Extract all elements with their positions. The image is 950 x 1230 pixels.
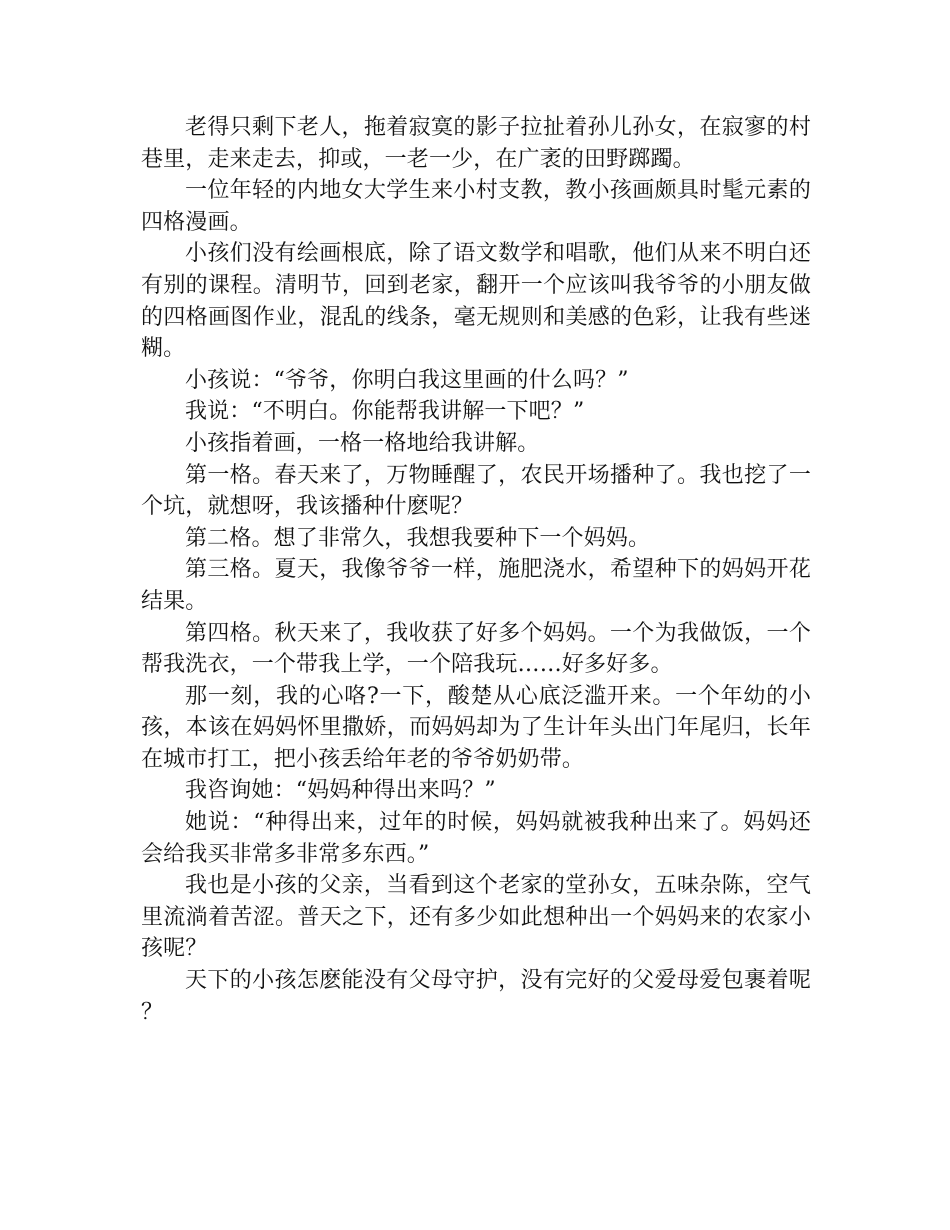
paragraph: 我说：“不明白。你能帮我讲解一下吧？” (185, 399, 585, 425)
paragraph: 一位年轻的内地女大学生来小村支教，教小孩画颇具时髦元素的四格漫画。 (141, 178, 811, 235)
paragraph: 第四格。秋天来了，我收获了好多个妈妈。一个为我做饭，一个帮我洗衣，一个带我上学，一个陪我玩……好多好多。 (141, 620, 811, 678)
paragraph: 天下的小孩怎麽能没有父母守护，没有完好的父爱母爱包裹着呢？ (141, 968, 811, 1025)
paragraph: 第二格。想了非常久，我想我要种下一个妈妈。 (185, 525, 651, 551)
paragraph: 那一刻，我的心咯?一下，酸楚从心底泛滥开来。一个年幼的小孩，本该在妈妈怀里撒娇，而妈妈却为了生计年头出门年尾归，长年在城市打工，把小孩丢给年老的爷爷奶奶带。 (141, 683, 811, 772)
paragraph: 我也是小孩的父亲，当看到这个老家的堂孙女，五味杂陈，空气里流淌着苦涩。普天之下，还有多少如此想种出一个妈妈来的农家小孩呢？ (141, 873, 811, 962)
paragraph: 她说：“种得出来，过年的时候，妈妈就被我种出来了。妈妈还会给我买非常多非常多东西。” (141, 810, 811, 867)
paragraph: 小孩指着画，一格一格地给我讲解。 (185, 430, 540, 456)
paragraph: 第一格。春天来了，万物睡醒了，农民开场播种了。我也挖了一个坑，就想呀，我该播种什麽呢？ (141, 462, 811, 520)
paragraph: 小孩们没有绘画根底，除了语文数学和唱歌，他们从来不明白还有别的课程。清明节，回到老家，翻开一个应该叫我爷爷的小朋友做的四格画图作业，混乱的线条，毫无规则和美感的色彩，让我有些迷糊。 (141, 241, 811, 362)
paragraph: 我咨询她：“妈妈种得出来吗？” (185, 778, 496, 804)
paragraph: 老得只剩下老人，拖着寂寞的影子拉扯着孙儿孙女，在寂寥的村巷里，走来走去，抑或，一老一少，在广袤的田野踯躅。 (141, 115, 811, 172)
body-text (141, 112, 811, 1028)
paragraph: 第三格。夏天，我像爷爷一样，施肥浇水，希望种下的妈妈开花结果。 (141, 557, 811, 614)
paragraph: 小孩说：“爷爷，你明白我这里画的什么吗？” (185, 367, 629, 393)
